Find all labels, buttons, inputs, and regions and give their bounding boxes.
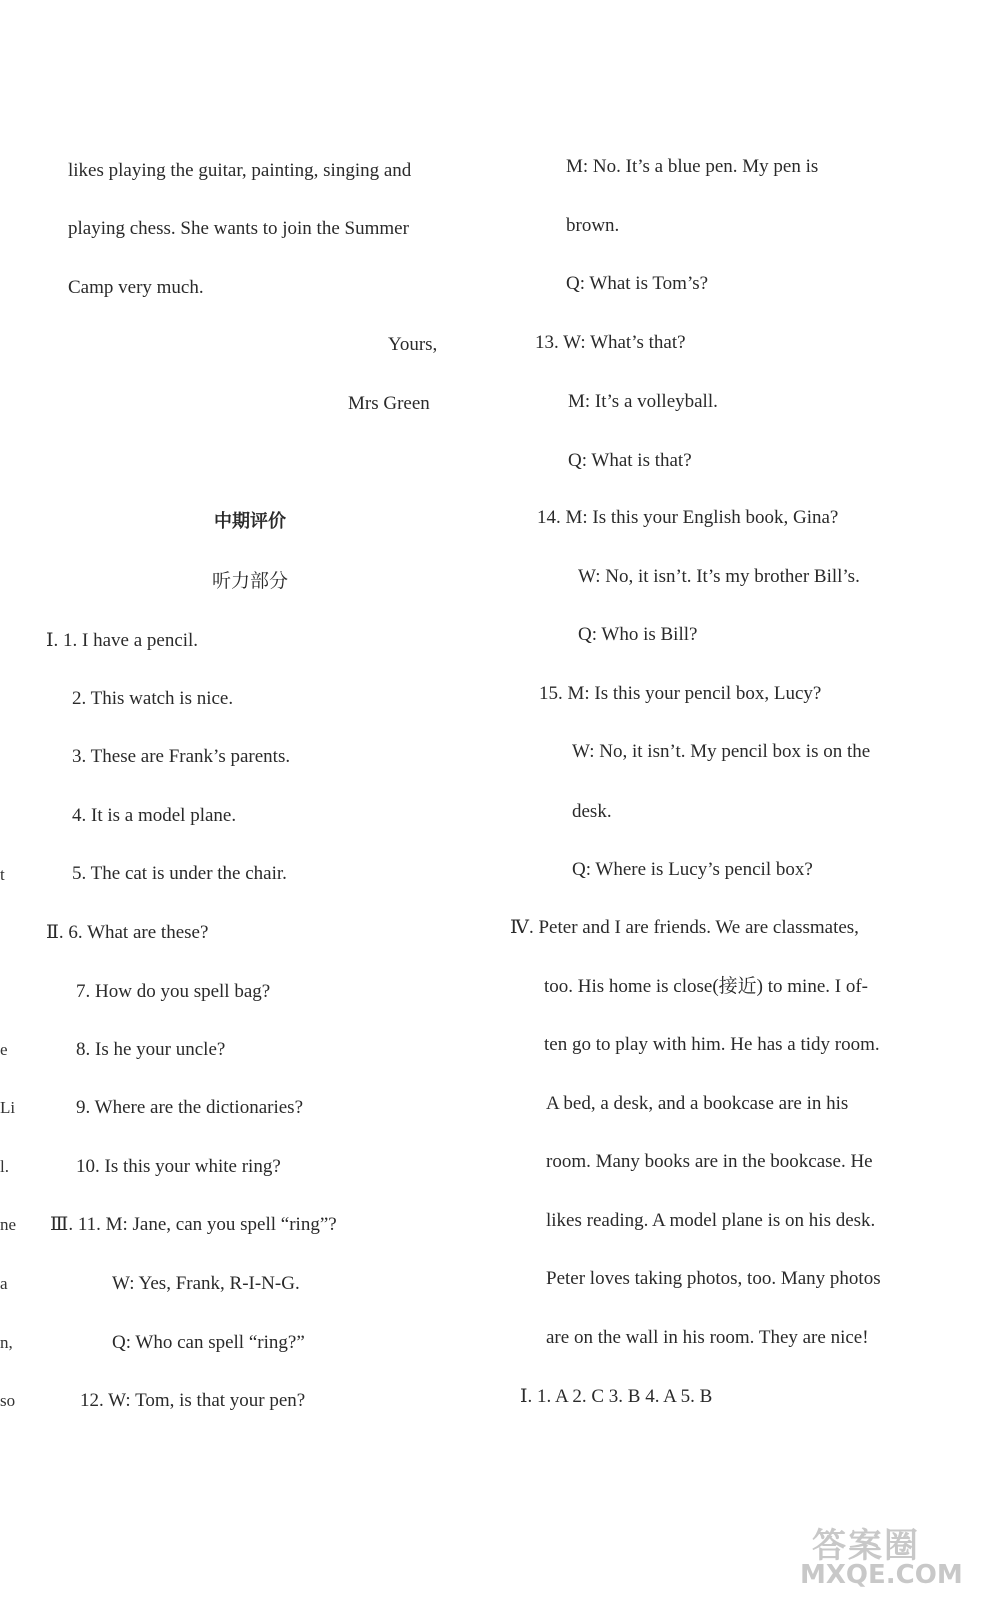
part2-line: Ⅱ. 6. What are these? [46,922,209,943]
part3-line: Q: Who can spell “ring?” [112,1332,305,1353]
q14-line: 14. M: Is this your English book, Gina? [537,507,839,528]
letter-line: likes playing the guitar, painting, singing and [68,160,412,181]
edge-fragment: l. [0,1157,9,1176]
part1-line: 4. It is a model plane. [72,805,237,826]
edge-fragment: n, [0,1333,13,1352]
part1-line: 3. These are Frank’s parents. [72,746,291,767]
part3-line: Ⅲ. 11. M: Jane, can you spell “ring”? [50,1214,337,1235]
edge-fragment: a [0,1274,8,1293]
edge-fragment: so [0,1391,16,1410]
watermark-chinese: 答案圈 [812,1526,920,1566]
part3-line: 12. W: Tom, is that your pen? [80,1390,306,1411]
section-subtitle: 听力部分 [212,570,289,592]
part2-line: 9. Where are the dictionaries? [76,1097,304,1118]
q12-line: Q: What is Tom’s? [566,273,709,294]
part1-line: 2. This watch is nice. [72,688,234,709]
q12-line: M: No. It’s a blue pen. My pen is [566,156,819,177]
letter-closing: Yours, [388,334,438,355]
edge-fragment: Li [0,1098,16,1117]
watermark-logo [800,1518,980,1598]
part4-line: Ⅳ. Peter and I are friends. We are classmates, [510,917,859,938]
part1-line: 5. The cat is under the chair. [72,863,287,884]
part4-line: Peter loves taking photos, too. Many photos [546,1268,881,1289]
letter-signature: Mrs Green [348,393,430,414]
answer-key: Ⅰ. 1. A 2. C 3. B 4. A 5. B [520,1386,713,1407]
part1-line: Ⅰ. 1. I have a pencil. [46,630,199,651]
edge-fragment: t [0,865,5,884]
part2-line: 10. Is this your white ring? [76,1156,281,1177]
part4-line: too. His home is close(接近) to mine. I of- [544,976,869,997]
watermark-domain: MXQE.COM [800,1560,963,1590]
section-title: 中期评价 [214,511,286,532]
q13-line: 13. W: What’s that? [535,332,686,353]
edge-fragment: e [0,1040,8,1059]
q15-line: 15. M: Is this your pencil box, Lucy? [539,683,822,704]
q15-line: W: No, it isn’t. My pencil box is on the [572,741,871,762]
letter-line: Camp very much. [68,277,204,298]
edge-fragment: ne [0,1215,17,1234]
q15-line: desk. [572,801,612,822]
part4-line: A bed, a desk, and a bookcase are in his [546,1093,849,1114]
q13-line: Q: What is that? [568,450,692,471]
part2-line: 8. Is he your uncle? [76,1039,226,1060]
q15-line: Q: Where is Lucy’s pencil box? [572,859,813,880]
part2-line: 7. How do you spell bag? [76,981,271,1002]
letter-line: playing chess. She wants to join the Summer [68,218,409,239]
part4-line: are on the wall in his room. They are nice! [546,1327,869,1348]
q12-line: brown. [566,215,620,236]
part4-line: ten go to play with him. He has a tidy room. [544,1034,880,1055]
q14-line: Q: Who is Bill? [578,624,698,645]
q14-line: W: No, it isn’t. It’s my brother Bill’s. [578,566,860,587]
q13-line: M: It’s a volleyball. [568,391,718,412]
part3-line: W: Yes, Frank, R-I-N-G. [112,1273,300,1294]
part4-line: room. Many books are in the bookcase. He [546,1151,873,1172]
part4-line: likes reading. A model plane is on his desk. [546,1210,876,1231]
